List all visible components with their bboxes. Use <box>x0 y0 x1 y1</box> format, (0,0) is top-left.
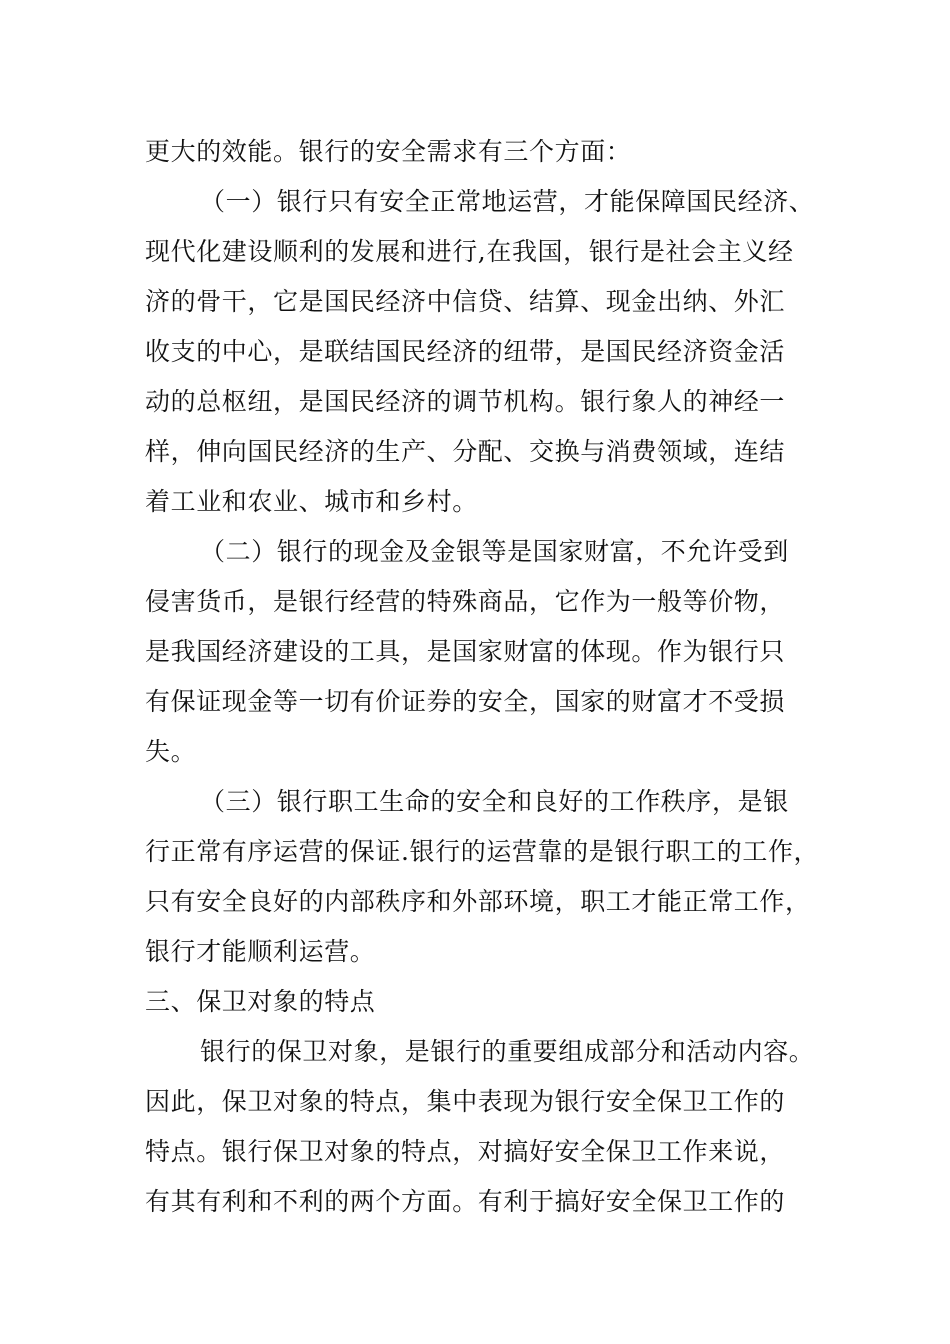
text-line: 着工业和农业、城市和乡村。 <box>145 487 478 516</box>
text-line: 收支的中心，是联结国民经济的纽带，是国民经济资金活 <box>145 337 786 366</box>
text-line: （一）银行只有安全正常地运营，才能保障国民经济、 <box>200 187 815 216</box>
text-line: 特点。银行保卫对象的特点，对搞好安全保卫工作来说， <box>145 1137 786 1166</box>
text-line: 动的总枢纽，是国民经济的调节机构。银行象人的神经一 <box>145 387 786 416</box>
section-heading: 三、保卫对象的特点 <box>145 987 376 1016</box>
text-line: 样，伸向国民经济的生产、分配、交换与消费领域，连结 <box>145 437 786 466</box>
text-line: 银行的保卫对象，是银行的重要组成部分和活动内容。 <box>200 1037 815 1066</box>
text-line: 是我国经济建设的工具，是国家财富的体现。作为银行只 <box>145 637 786 666</box>
text-line: 更大的效能。银行的安全需求有三个方面： <box>145 137 632 166</box>
text-line: （三）银行职工生命的安全和良好的工作秩序，是银 <box>200 787 789 816</box>
text-line: 有其有利和不利的两个方面。有利于搞好安全保卫工作的 <box>145 1187 786 1216</box>
text-line: 行正常有序运营的保证.银行的运营靠的是银行职工的工作， <box>145 837 820 866</box>
text-line: 因此，保卫对象的特点，集中表现为银行安全保卫工作的 <box>145 1087 786 1116</box>
text-line: 只有安全良好的内部秩序和外部环境，职工才能正常工作， <box>145 887 811 916</box>
text-line: （二）银行的现金及金银等是国家财富，不允许受到 <box>200 537 789 566</box>
text-line: 现代化建设顺利的发展和进行,在我国，银行是社会主义经 <box>145 237 794 266</box>
text-line: 侵害货币，是银行经营的特殊商品，它作为一般等价物， <box>145 587 786 616</box>
text-line: 济的骨干，它是国民经济中信贷、结算、现金出纳、外汇 <box>145 287 786 316</box>
text-line: 有保证现金等一切有价证券的安全，国家的财富才不受损 <box>145 687 786 716</box>
text-line: 失。 <box>145 737 197 766</box>
text-line: 银行才能顺利运营。 <box>145 937 376 966</box>
